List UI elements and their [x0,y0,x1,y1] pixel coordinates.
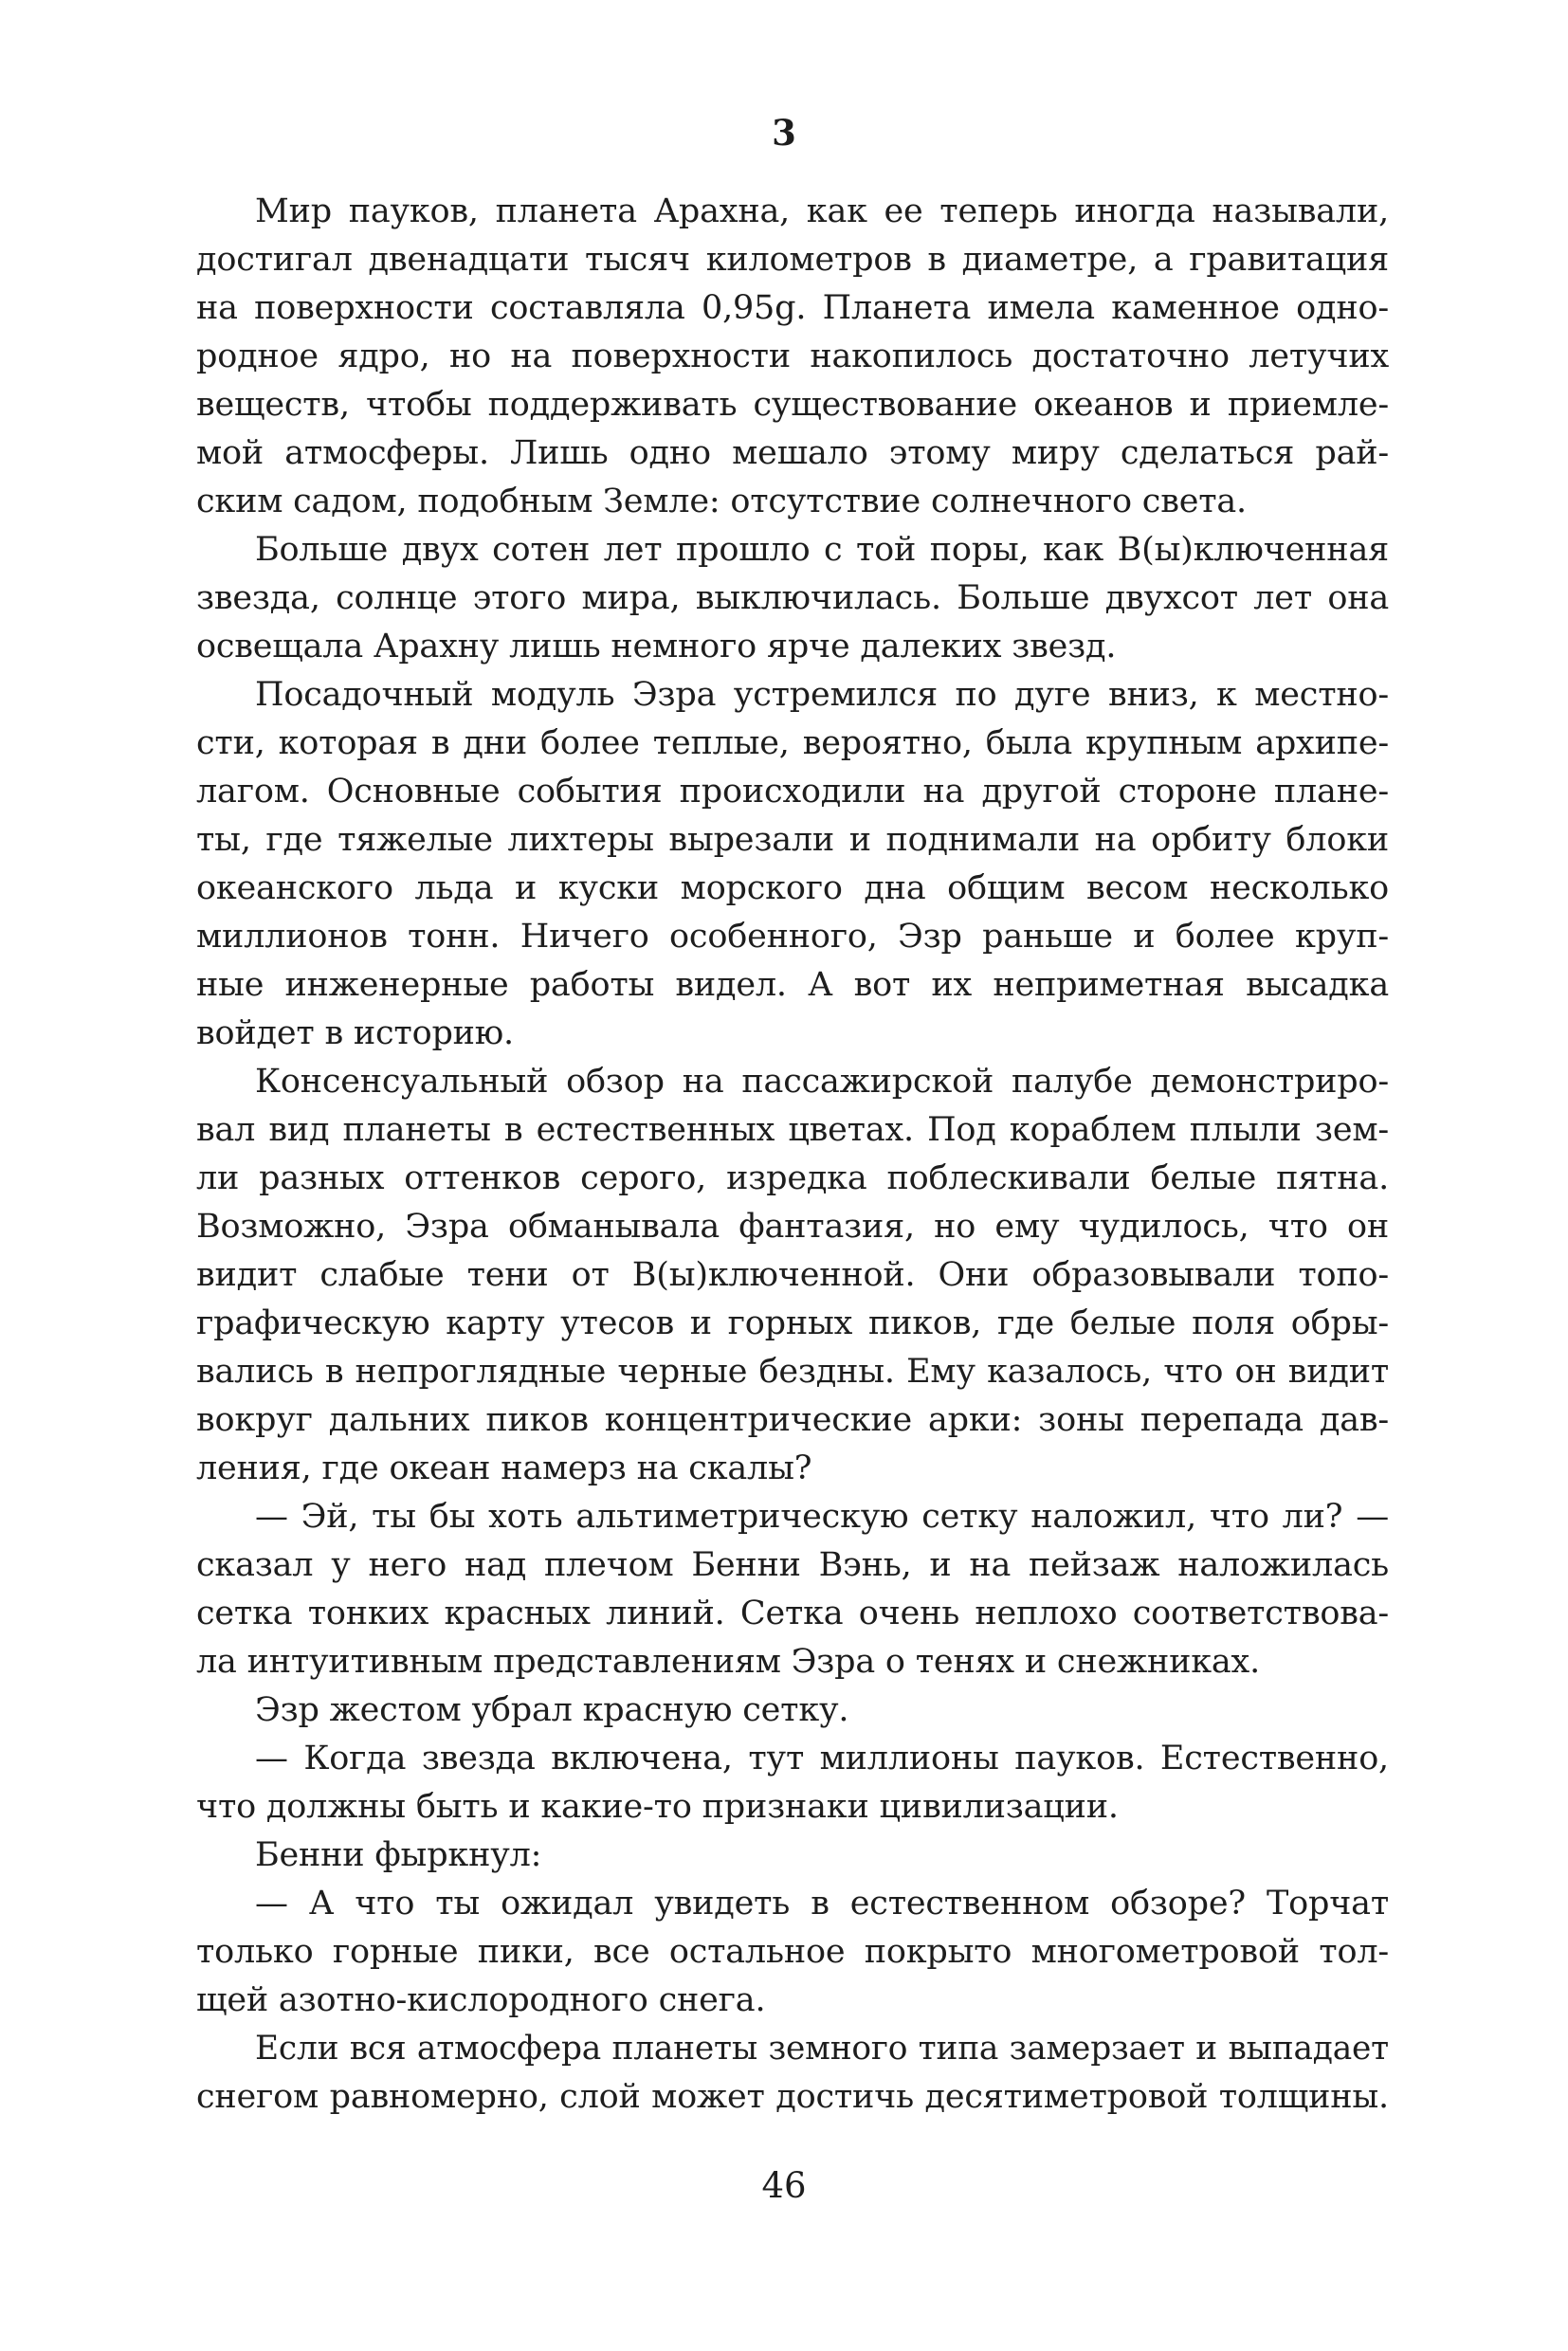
text-line: Эзр жестом убрал красную сетку. [255,1691,849,1729]
text-line: ским садом, подобным Земле: отсутствие солнечного света. [196,483,1247,520]
text-line: ления, где океан намерз на скалы? [196,1449,812,1487]
text-line: Консенсуальный обзор на пассажирской палубе демонстриро- [255,1063,1389,1101]
text-line: мой атмосферы. Лишь одно мешало этому миру сделаться рай- [196,434,1389,472]
text-line: снегом равномерно, слой может достичь десятиметровой толщины. [196,2078,1389,2116]
text-line: веществ, чтобы поддерживать существование океанов и приемле- [196,386,1389,424]
text-line: Посадочный модуль Эзра устремился по дуге вниз, к местно- [255,676,1389,714]
text-line: лагом. Основные события происходили на другой стороне плане- [196,773,1389,811]
text-line: только горные пики, все остальное покрыто многометровой тол- [196,1933,1389,1971]
text-line: графическую карту утесов и горных пиков, где белые поля обры- [196,1304,1389,1342]
page-number: 46 [761,2165,807,2206]
body-text [196,188,1389,2122]
text-line: сти, которая в дни более теплые, вероятно, была крупным архипе- [196,724,1389,762]
text-line: войдет в историю. [196,1014,514,1052]
text-line: ла интуитивным представлениям Эзра о тенях и снежниках. [196,1643,1261,1681]
text-line: ты, где тяжелые лихтеры вырезали и поднимали на орбиту блоки [196,821,1389,859]
text-line: достигал двенадцати тысяч километров в диаметре, а гравитация [196,241,1389,279]
text-line: сетка тонких красных линий. Сетка очень неплохо соответствова- [196,1595,1389,1632]
text-line: вокруг дальних пиков концентрические арки: зоны перепада дав- [196,1401,1389,1439]
text-line: Больше двух сотен лет прошло с той поры, как В(ы)ключенная [255,531,1389,569]
text-line: миллионов тонн. Ничего особенного, Эзр раньше и более круп- [196,918,1389,956]
text-line: на поверхности составляла 0,95g. Планета имела каменное одно- [196,289,1389,327]
text-line: — Эй, ты бы хоть альтиметрическую сетку наложил, что ли? — [255,1498,1389,1536]
text-line: освещала Арахну лишь немного ярче далеких звезд. [196,628,1117,665]
text-line: Бенни фыркнул: [255,1836,542,1874]
chapter-number: 3 [772,112,796,154]
text-line: что должны быть и какие-то признаки цивилизации. [196,1788,1119,1826]
text-line: вал вид планеты в естественных цветах. Под кораблем плыли зем- [196,1111,1389,1149]
text-line: ные инженерные работы видел. А вот их неприметная высадка [196,966,1389,1004]
text-line: вались в непроглядные черные бездны. Ему казалось, что он видит [196,1353,1389,1391]
text-line: ли разных оттенков серого, изредка поблескивали белые пятна. [196,1159,1389,1197]
text-line: звезда, солнце этого мира, выключилась. Больше двухсот лет она [196,579,1389,617]
text-line: родное ядро, но на поверхности накопилось достаточно летучих [196,337,1389,375]
text-line: щей азотно-кислородного снега. [196,1981,766,2019]
text-line: Мир пауков, планета Арахна, как ее теперь иногда называли, [255,192,1389,230]
text-line: Возможно, Эзра обманывала фантазия, но ему чудилось, что он [196,1208,1389,1246]
text-line: — Когда звезда включена, тут миллионы пауков. Естественно, [255,1740,1389,1777]
text-line: — А что ты ожидал увидеть в естественном обзоре? Торчат [255,1885,1389,1923]
text-line: видит слабые тени от В(ы)ключенной. Они образовывали топо- [196,1256,1389,1294]
text-line: Если вся атмосфера планеты земного типа замерзает и выпадает [255,2030,1389,2068]
text-line: сказал у него над плечом Бенни Вэнь, и на пейзаж наложилась [196,1546,1389,1584]
text-line: океанского льда и куски морского дна общим весом несколько [196,869,1389,907]
